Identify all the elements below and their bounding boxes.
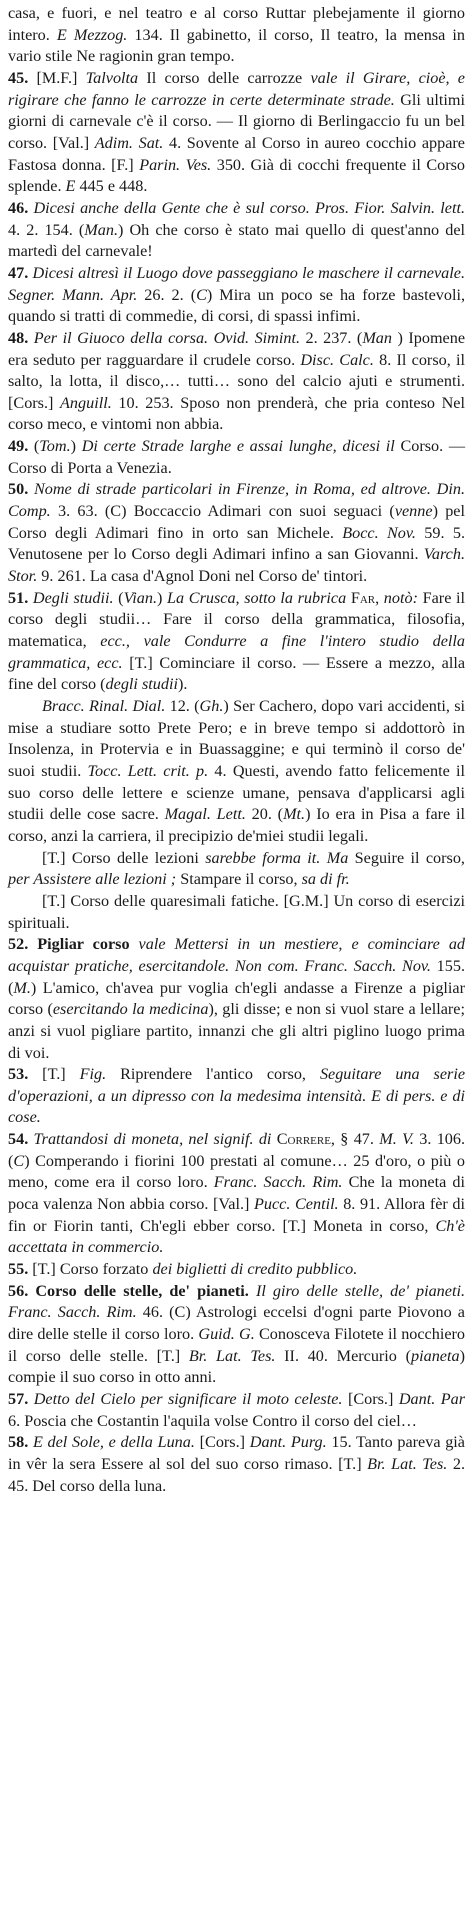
entry-italic-text: degli studii: [105, 675, 178, 694]
entry-text: 59. 5. Venutosene per lo Corso degli Adimari infino a san Giovanni.: [8, 523, 466, 564]
entry-text: ) Oh che corso è stato mai quello di quest'anno del martedì del carnevale!: [8, 220, 466, 261]
entry-text: 10. 253. Sposo non prenderà, che pria conteso Nel corso meco, e vintomi non abbia.: [8, 393, 465, 434]
entry-italic-text: Degli studii.: [32, 588, 114, 607]
entry-italic-text: per Assistere alle lezioni ;: [8, 870, 177, 889]
entry-number: 51.: [8, 588, 29, 607]
dictionary-entry-p-50: [8, 479, 465, 587]
entry-number: 58.: [8, 1433, 29, 1452]
entry-text: [T.] Corso forzato: [28, 1260, 153, 1279]
dictionary-entry-p-54: [8, 1129, 465, 1259]
dictionary-entry-p-51: [8, 588, 465, 696]
entry-text: Fare il corso degli studii… Fare il corso della grammatica, filosofia, matematica,: [8, 588, 466, 651]
dictionary-entry-p-51b: [8, 696, 465, 848]
entry-number: 48.: [8, 328, 29, 347]
entry-text: 155. (: [8, 956, 466, 997]
entry-number: 49.: [8, 437, 29, 456]
entry-italic-text: E: [65, 177, 76, 196]
entry-italic-text: Tom.: [39, 437, 71, 456]
entry-text: [130, 935, 139, 953]
entry-italic-text: sarebbe forma it. Ma: [205, 848, 349, 867]
entry-italic-text: Nome di strade particolari in Firenze, in Roma, ed altrove. Din. Comp.: [8, 480, 465, 521]
entry-text: 445 e 448.: [75, 177, 148, 196]
entry-text: 6. Poscia che Costantin l'aquila volse Contro il corso del ciel…: [8, 1411, 417, 1430]
entry-italic-text: notò:: [383, 588, 418, 607]
entry-text: Gli ultimi giorni di carnevale c'è il corso. — Il giorno di Berlingaccio fu un bel corso. [Val.]: [8, 90, 465, 152]
entry-italic-text: Pucc. Centil.: [254, 1195, 339, 1214]
entry-number: 56.: [8, 1281, 29, 1300]
entry-text: II. 40. Mercurio (: [275, 1346, 412, 1365]
dictionary-entry-p-49: [8, 436, 465, 479]
dictionary-entry-p-57: [8, 1389, 465, 1432]
entry-text: 9. 261. La casa d'Agnol Doni nel Corso de' tintori.: [37, 567, 368, 586]
entry-bold-phrase: Corso delle stelle, de' pianeti.: [35, 1281, 249, 1300]
entry-text: 8. Il corso, il salto, la lotta, il disco,… tutti… sono del calcio ajuti e strumenti. [Cors.]: [8, 350, 465, 412]
entry-text: (: [28, 437, 40, 456]
entry-italic-text: Magal. Lett.: [164, 805, 246, 824]
entry-text: 3. 106. (: [8, 1130, 466, 1170]
entry-italic-text: Varch. Stor.: [8, 545, 465, 586]
entry-italic-text: Anguill.: [60, 393, 112, 412]
entry-italic-text: Br. Lat. Tes.: [367, 1454, 448, 1473]
entry-text: ): [157, 588, 168, 607]
entry-text: Stampare il corso,: [176, 870, 302, 889]
entry-italic-text: pianeta: [411, 1346, 460, 1365]
entry-text: Conosceva Filotete il nocchiero il corso delle stelle. [T.]: [8, 1325, 466, 1365]
entry-italic-text: Man: [362, 328, 392, 347]
entry-number: 46.: [8, 198, 29, 217]
entry-text: [28, 935, 37, 953]
dictionary-entry-p-45: [8, 68, 465, 198]
entry-italic-text: Talvolta: [85, 68, 139, 87]
dictionary-entry-p-53: [8, 1064, 465, 1129]
entry-text: 26. 2. (: [137, 285, 197, 304]
entry-italic-text: C: [196, 285, 207, 304]
entry-small-caps: Correre,: [271, 1130, 341, 1149]
entry-italic-text: M. V.: [379, 1130, 414, 1149]
entry-number: 47.: [8, 263, 29, 282]
entry-italic-text: La Crusca, sotto la rubrica: [167, 588, 347, 607]
entry-italic-text: Tocc. Lett. crit. p.: [87, 761, 209, 780]
entry-text: ) Ipomene era seduto per ragguardare il crudele corso.: [8, 328, 465, 369]
entry-italic-text: Disc. Calc.: [300, 350, 374, 369]
entry-number: 53.: [8, 1065, 29, 1084]
entry-text: 4. 2. 154. (: [8, 220, 85, 239]
entry-number: 54.: [8, 1130, 29, 1149]
entry-text: 15. Tanto pareva già in vêr la sera Essere al sol del suo corso rimaso. [T.]: [8, 1433, 465, 1473]
entry-text: 3. 63. (C) Boccaccio Adimari con suoi seguaci (: [50, 502, 395, 521]
entry-italic-text: Gh.: [199, 697, 224, 715]
entry-italic-text: Dant. Purg.: [249, 1433, 327, 1452]
entry-italic-text: Bracc. Rinal. Dial.: [42, 697, 166, 715]
entry-text: 2. 45. Del corso della luna.: [8, 1454, 465, 1495]
entry-italic-text: Man.: [84, 220, 118, 239]
entry-text: 4. Sovente al Corso in aureo cocchio appare Fastosa donna. [F.]: [8, 133, 465, 174]
entry-text: 12. (: [165, 697, 200, 715]
entry-italic-text: Franc. Sacch. Rim.: [213, 1173, 343, 1192]
entry-italic-text: dei biglietti di credito pubblico.: [152, 1260, 358, 1279]
entry-number: 52.: [8, 935, 29, 954]
entry-italic-text: Ch'è accettata in commercio.: [8, 1216, 465, 1257]
entry-italic-text: Detto del Cielo per significare il moto celeste.: [33, 1390, 343, 1408]
entry-text: § 47.: [340, 1130, 380, 1149]
dictionary-entry-p-51c: [8, 848, 465, 891]
dictionary-entry-p-51d: [8, 891, 465, 934]
entry-text: [T.] Corso delle quaresimali fatiche. [G.M.] Un corso di esercizi spirituali.: [8, 891, 465, 932]
entry-italic-text: venne: [394, 502, 433, 521]
entry-number: 55.: [8, 1260, 29, 1279]
entry-italic-text: C: [13, 1151, 25, 1170]
entry-italic-text: Adim. Sat.: [94, 133, 164, 152]
entry-text: 46. (C) Astrologi eccelsi d'ogni parte Piovono a dire delle stelle il corso loro.: [8, 1303, 465, 1344]
dictionary-entry-p-46: [8, 198, 465, 263]
entry-text: [Cors.]: [194, 1433, 250, 1452]
entry-italic-text: Il giro delle stelle, de' pianeti. Franc. Sacch. Rim.: [8, 1281, 466, 1322]
entry-italic-text: Fig.: [79, 1065, 107, 1084]
entry-italic-text: ecc.,: [100, 632, 130, 651]
entry-italic-text: Parin. Ves.: [139, 155, 212, 174]
entry-text: [T.] Cominciare il corso. — Essere a mezzo, alla fine del corso (: [8, 653, 465, 694]
entry-text: [249, 1282, 256, 1300]
entry-italic-text: Per il Giuoco della corsa. Ovid. Simint.: [33, 328, 300, 347]
entry-text: ): [70, 437, 82, 456]
dictionary-entry-p-48: [8, 328, 465, 436]
entry-text: ).: [177, 675, 188, 694]
entry-italic-text: Seguitare una serie d'operazioni, a un dipresso con la medesima intensità. E di pers. e di cose.: [8, 1065, 466, 1127]
entry-text: Corso. — Corso di Porta a Venezia.: [8, 437, 466, 477]
entry-text: [M.F.]: [28, 68, 86, 87]
entry-italic-text: Trattandosi di moneta, nel signif. di: [33, 1130, 272, 1149]
entry-text: ) Comperando i fiorini 100 prestati al comune… 25 d'oro, o più o meno, come era il corso loro.: [8, 1151, 465, 1192]
entry-text: [T.] Corso delle lezioni: [42, 848, 206, 867]
entry-text: ) Ser Cachero, dopo vari accidenti, si mise a studiare sotto Prete Pero; e in breve tempo si addottorò in Insolenza, in Protervia e in Buassaggine; e qui terminò il corso de' suoi studii.: [8, 697, 466, 780]
entry-italic-text: E del Sole, e della Luna.: [32, 1433, 195, 1452]
entry-text: ) compie il suo corso in otto anni.: [8, 1346, 465, 1387]
entry-italic-text: Bocc. Nov.: [342, 523, 416, 542]
entry-text: (: [113, 588, 124, 607]
entry-italic-text: Guid. G.: [198, 1325, 255, 1344]
entry-italic-text: Br. Lat. Tes.: [188, 1346, 276, 1365]
entry-text: 350. Già di cocchi frequente il Corso splende.: [8, 155, 465, 196]
entry-text: 134. Il gabinetto, il corso, Il teatro, la mensa in vario stile Ne ragionin gran tempo.: [8, 25, 466, 66]
entry-italic-text: M.: [13, 978, 31, 997]
entry-italic-text: sa di fr.: [301, 870, 350, 889]
entry-italic-text: Dant. Par: [398, 1390, 465, 1408]
entry-italic-text: esercitando la medicina: [52, 1000, 209, 1019]
entry-text: [Cors.]: [342, 1390, 399, 1408]
entry-text: 8. 91. Allora fèr di fin or Fiorin tanti, Ch'egli ebber corso. [T.] Moneta in corso,: [8, 1195, 465, 1235]
dictionary-entry-p-56: [8, 1281, 465, 1389]
entry-text: [130, 632, 144, 650]
entry-number: 57.: [8, 1390, 29, 1408]
entry-italic-text: Dicesi anche della Gente che è sul corso. Pros. Fior. Salvin. lett.: [33, 198, 466, 217]
entry-italic-text: Dicesi altresì il Luogo dove passeggiano le maschere il carnevale. Segner. Mann. Apr.: [8, 263, 465, 304]
entry-italic-text: E Mezzog.: [56, 25, 128, 44]
entry-italic-text: vale il Girare, cioè, e rigirare che fanno le carrozze in certe determinate strade.: [8, 68, 465, 109]
entry-text: Il corso delle carrozze: [138, 68, 311, 87]
entry-italic-text: Vian.: [123, 588, 157, 607]
entry-text: ) Io era in Pisa a fare il corso, anzi la carriera, il precipizio de'miei studii legali.: [8, 805, 466, 845]
dictionary-entry-p-58: [8, 1432, 465, 1497]
entry-text: Riprendere l'antico corso,: [106, 1065, 320, 1084]
entry-text: 2. 237. (: [300, 328, 363, 347]
entry-text: 4. Questi, avendo fatto felicemente il suo corso delle lettere e scienze umane, pensava d'applicarsi agli studii delle cose sacre.: [8, 761, 466, 824]
dictionary-entry-p-47: [8, 263, 465, 328]
entry-text: ), gli disse; e non si vuol stare a lellare; anzi si vuol pigliare partito, innanzi che gli altri piglino luogo prima di voi.: [8, 1000, 465, 1062]
dictionary-entry-p-55: [8, 1259, 465, 1281]
entry-text: Che la moneta di poca valenza Non abbia corso. [Val.]: [8, 1173, 465, 1214]
entry-number: 50.: [8, 480, 29, 499]
dictionary-entry-p-cont: [8, 3, 465, 68]
entry-text: ) pel Corso degli Adimari fino in orto san Michele.: [8, 502, 465, 542]
entry-number: 45.: [8, 68, 29, 87]
entry-bold-phrase: Pigliar corso: [37, 935, 130, 954]
entry-text: [T.]: [28, 1065, 80, 1084]
entry-small-caps: Far,: [346, 588, 384, 607]
entry-text: ) L'amico, ch'avea pur voglia ch'egli andasse a Firenze a pigliar corso (: [8, 978, 465, 1019]
dictionary-entry-p-52: [8, 934, 465, 1064]
entry-text: casa, e fuori, e nel teatro e al corso Ruttar plebejamente il giorno intero.: [8, 4, 465, 44]
entry-text: Seguire il corso,: [348, 848, 465, 867]
entry-italic-text: Mt.: [283, 805, 306, 824]
entry-italic-text: vale Mettersi in un mestiere, e cominciare ad acquistar pratiche, esercitandole. Non com. Franc. Sacch. Nov.: [8, 935, 466, 975]
entry-text: 20. (: [245, 805, 284, 824]
entry-text: ) Mira un poco se ha forze bastevoli, quando si tratti di commedie, di corsi, di spassi infimi.: [8, 285, 465, 326]
entry-italic-text: vale Condurre a fine l'intero studio della grammatica, ecc.: [8, 632, 466, 672]
entry-italic-text: Di certe Strade larghe e assai lunghe, dicesi il: [81, 437, 395, 456]
